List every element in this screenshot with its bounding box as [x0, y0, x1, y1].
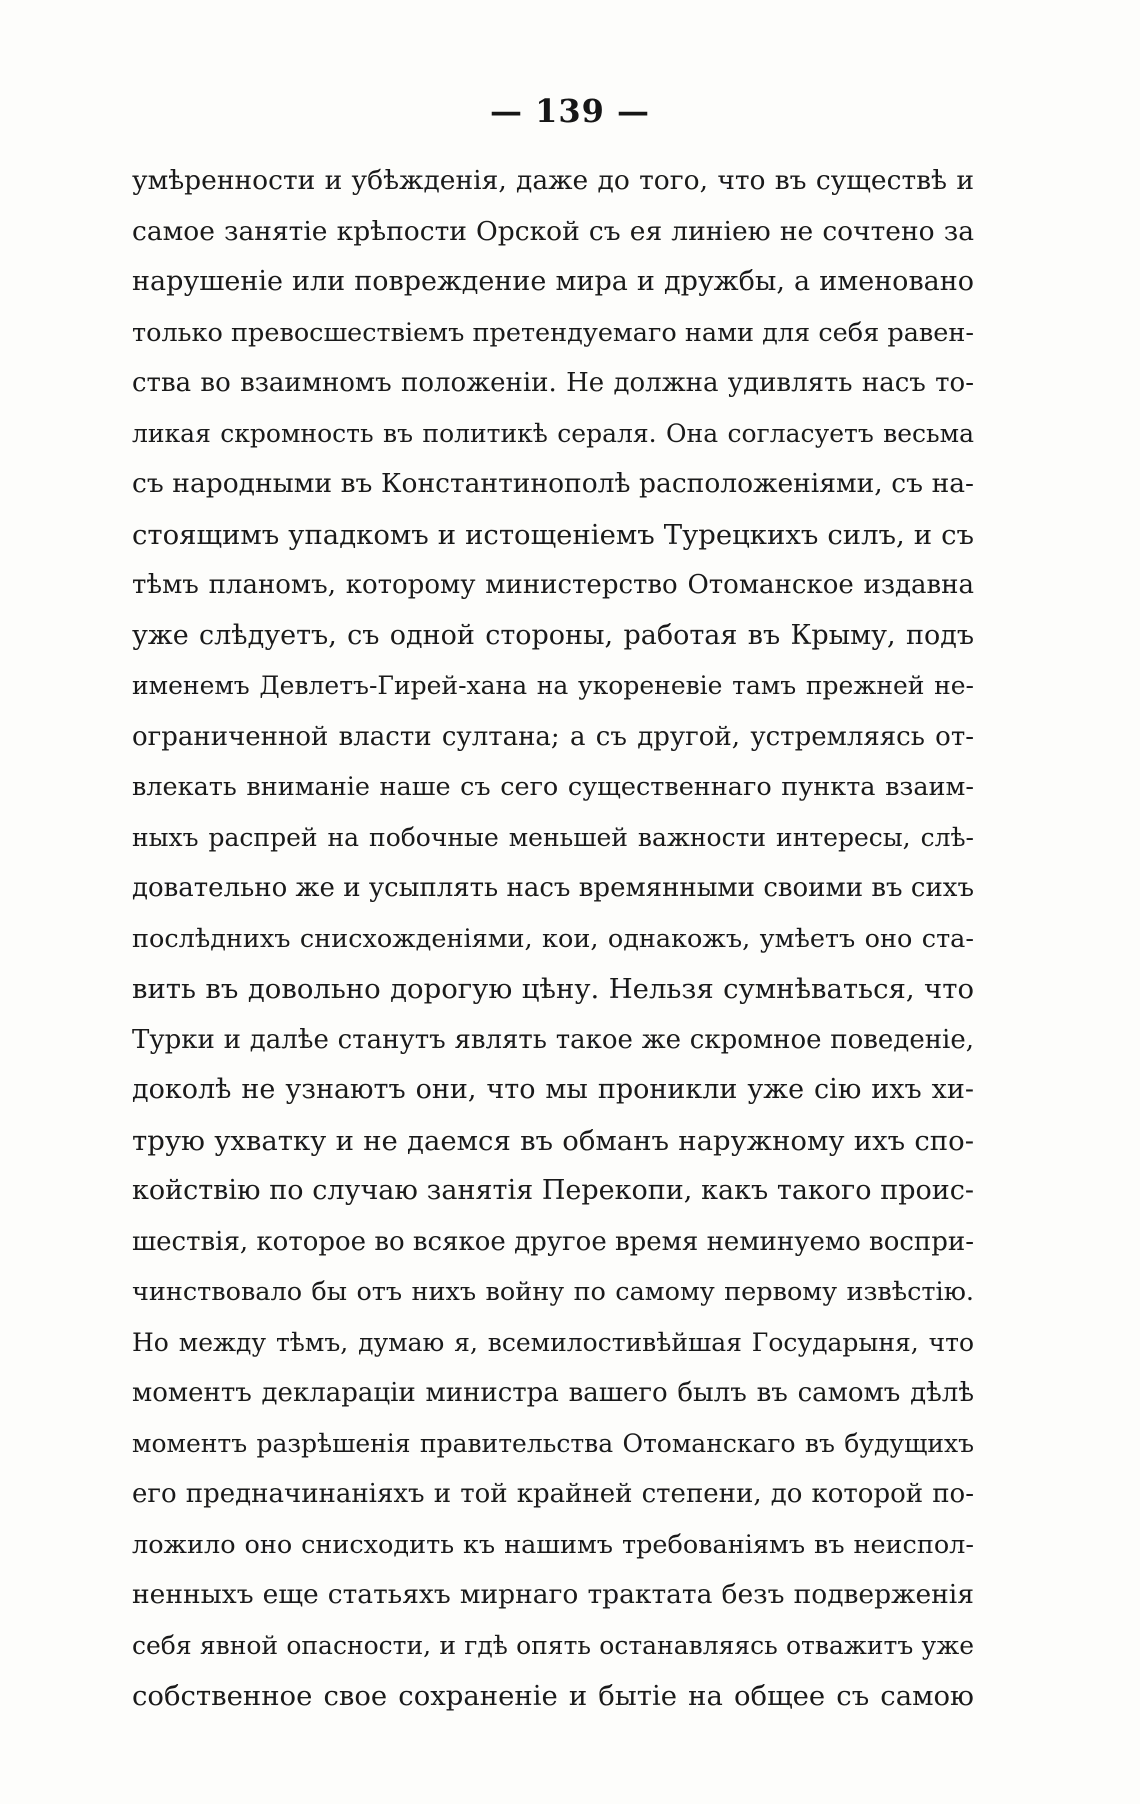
text-line: койствію по случаю занятія Перекопи, какъ такого проис- — [132, 1175, 974, 1206]
body-text — [132, 156, 974, 1722]
text-line: вить въ довольно дорогую цѣну. Нельзя сумнѣваться, что — [132, 973, 974, 1005]
text-line: трую ухватку и не даемся въ обманъ наружному ихъ спо- — [132, 1124, 974, 1157]
text-line: ликая скромность въ политикѣ сераля. Она согласуетъ весьма — [132, 418, 974, 448]
text-line: ограниченной власти султана; а съ другой, устремляясь от- — [132, 721, 974, 752]
text-line: моментъ разрѣшенія правительства Отоманскаго въ будущихъ — [132, 1428, 974, 1458]
text-line: моментъ декларацiи министра вашего былъ въ самомъ дѣлѣ — [132, 1378, 974, 1408]
text-line: ложило оно снисходить къ нашимъ требованіямъ въ неиспол- — [132, 1529, 974, 1560]
text-line: Но между тѣмъ, думаю я, всемилостивѣйшая Государыня, что — [132, 1327, 974, 1357]
text-line: довательно же и усыплять насъ времянными своими въ сихъ — [132, 873, 974, 903]
text-line: ства во взаимномъ положеніи. Не должна удивлять насъ то- — [132, 368, 974, 398]
text-line: чинствовало бы отъ нихъ войну по самому первому извѣстію. — [132, 1277, 974, 1307]
text-line: уже слѣдуетъ, съ одной стороны, работая въ Крыму, подъ — [132, 619, 974, 651]
text-line: тѣмъ планомъ, которому министерство Отоманское издавна — [132, 570, 974, 600]
text-line: ненныхъ еще статьяхъ мирнаго трактата безъ подверженія — [132, 1579, 974, 1610]
text-line: нарушеніе или повреждение мира и дружбы, а именовано — [132, 266, 974, 297]
text-line: его предначинаніяхъ и той крайней степени, до которой по- — [132, 1479, 974, 1509]
text-line: доколѣ не узнаютъ они, что мы проникли уже сію ихъ хи- — [132, 1074, 974, 1105]
page-number: — 139 — — [489, 92, 651, 130]
text-line: самое занятіе крѣпости Орской съ ея линіею не сочтено за — [132, 215, 974, 247]
text-line: ныхъ распрей на побочные меньшей важности интересы, слѣ- — [132, 822, 974, 852]
text-line: именемъ Девлетъ-Гирей-хана на укореневіе тамъ прежней не- — [132, 671, 974, 700]
text-line: умѣренности и убѣжденія, даже до того, что въ существѣ и — [132, 165, 974, 196]
text-line: стоящимъ упадкомъ и истощеніемъ Турецкихъ силъ, и съ — [132, 518, 974, 551]
text-line: собственное свое сохраненіе и бытіе на общее съ самою — [132, 1680, 974, 1712]
text-line: съ народными въ Константинополѣ расположеніями, съ на- — [132, 468, 974, 499]
text-line: шествія, которое во всякое другое время неминуемо воспри- — [132, 1226, 974, 1257]
text-line: влекать вниманіе наше съ сего существеннаго пункта взаим- — [132, 772, 974, 802]
text-line: послѣднихъ снисхожденіями, кои, однакожъ, умѣетъ оно ста- — [132, 923, 974, 954]
text-line: себя явной опасности, и гдѣ опять останавляясь отважитъ уже — [132, 1630, 974, 1660]
text-line: Турки и далѣе станутъ являть такое же скромное поведеніе, — [132, 1024, 974, 1055]
text-line: только превосшествіемъ претендуемаго нами для себя равен- — [132, 317, 974, 348]
